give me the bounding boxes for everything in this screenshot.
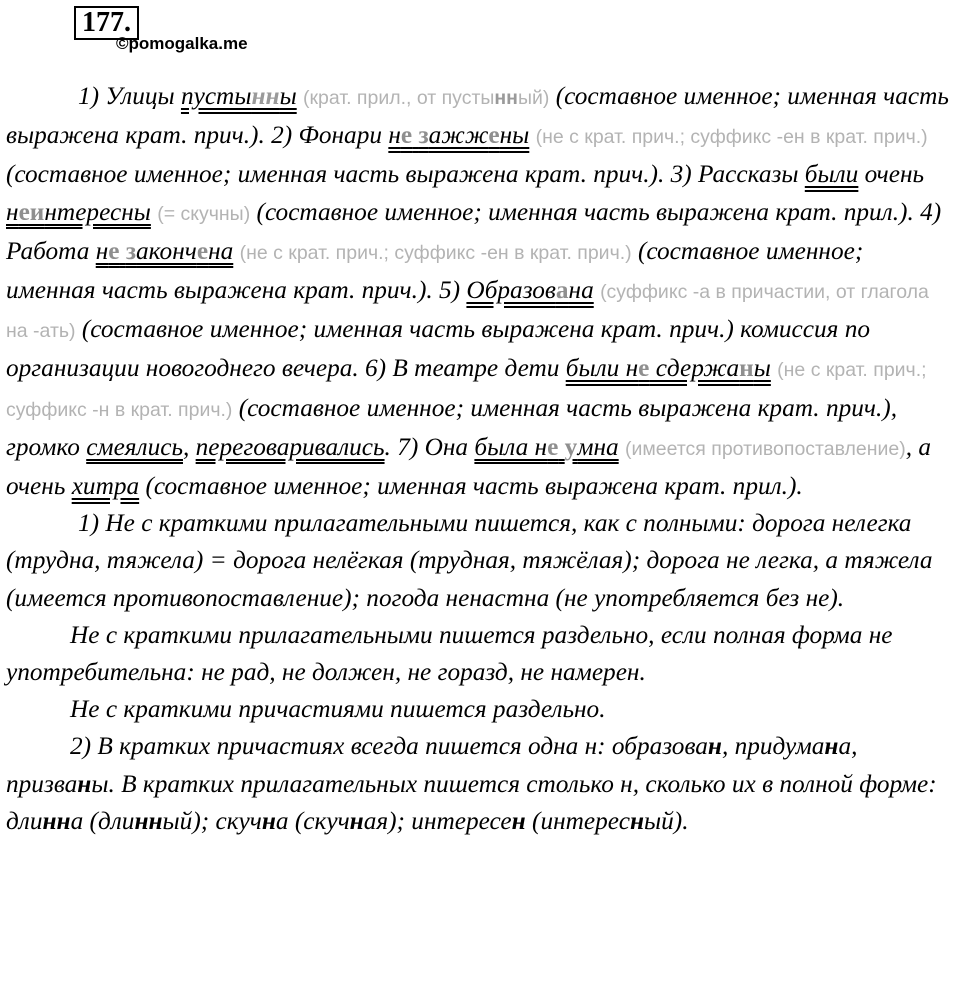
orthogram: нн xyxy=(251,82,280,110)
text-run: ы xyxy=(279,82,297,110)
predicate-5 xyxy=(466,276,593,304)
text-run: были н xyxy=(565,354,639,383)
text-run: , xyxy=(182,432,196,461)
text-run: (составное именное; именная часть выражена крат. прич.). 2) Фонари xyxy=(6,82,949,150)
predicate-2 xyxy=(388,121,529,149)
answer-paragraph xyxy=(6,78,954,505)
text-run: Образов xyxy=(466,276,556,305)
note-5: (суффикс -а в причастии, от глагола на -ать) xyxy=(6,281,929,343)
text-run: 2) В кратких причастиях всегда пишется одна н: образова xyxy=(70,732,708,761)
text-run: н xyxy=(6,197,19,226)
bold-letter: нн xyxy=(42,806,71,835)
note-1 xyxy=(303,87,549,109)
rule-paragraph-1: 1) Не с краткими прилагательными пишется, как с полными: дорога нелегка (трудна, тяжела) = дорога нелёгкая (трудная, тяжёлая); дорога не легка, а тяжела (имеется противопоставление); погода ненастна (не употребляется без не). xyxy=(6,509,933,612)
text-run: ый) xyxy=(517,87,550,109)
predicate-7b: переговаривались xyxy=(195,432,385,461)
orthogram: у xyxy=(564,432,578,461)
text-run: ы xyxy=(753,354,771,383)
rule-paragraph-2: Не с краткими прилагательными пишется раздельно, если полная форма не употребительна: не рад, не должен, не горазд, не намерен. xyxy=(6,620,893,687)
note-2: (не с крат. прич.; суффикс -ен в крат. прич.) xyxy=(535,126,928,149)
predicate-3 xyxy=(6,198,151,226)
note-4: (не с крат. прич.; суффикс -ен в крат. прич.) xyxy=(239,241,632,264)
predicate-6 xyxy=(566,354,771,382)
text-run: нтересны xyxy=(44,197,151,226)
text-run: . 7) Она xyxy=(384,432,475,461)
rule-paragraph-3: Не с краткими причастиями пишется раздельно. xyxy=(70,695,606,724)
text-run: очень xyxy=(858,160,925,189)
text-run: (составное именное; именная часть выражена крат. прил.). xyxy=(139,472,803,501)
orthogram: з xyxy=(418,121,429,150)
bold-letter: н xyxy=(261,806,276,835)
text-run: (составное именное; именная часть выражена крат. прич.). 3) Рассказы xyxy=(6,160,805,189)
orthogram: еи xyxy=(18,197,45,226)
text-run: (составное именное; именная часть выражена крат. прич.). 5) xyxy=(6,236,864,305)
text-run: пусты xyxy=(180,82,252,110)
note-6: (не с крат. прич.; суффикс -н в крат. прич.) xyxy=(6,359,927,421)
exercise-number: 177. xyxy=(74,6,139,40)
text-run: а (скуч xyxy=(275,806,350,835)
orthogram: е xyxy=(638,354,650,383)
bold-letter: н xyxy=(824,732,839,761)
text-run: (составное именное; именная часть выражена крат. прич.) комиссия по организации новогоднего вечера. 6) В театре дети xyxy=(6,315,870,383)
text-run: , а очень xyxy=(6,432,932,501)
text-run: н xyxy=(388,121,401,150)
predicate-3-verb: были xyxy=(804,160,859,189)
predicate-7a: смеялись xyxy=(86,432,183,461)
text-run: на xyxy=(568,276,594,305)
orthogram: е xyxy=(400,121,413,150)
orthogram: е xyxy=(488,121,500,150)
bold-letter: н xyxy=(349,806,364,835)
text-run: (крат. прил., от пусты xyxy=(303,87,495,109)
orthogram: з xyxy=(125,236,137,265)
text-run: 1) Улицы xyxy=(78,82,181,110)
text-run: (составное именное; именная часть выражена крат. прич.), громко xyxy=(6,393,898,461)
orthogram: а xyxy=(555,276,569,305)
rule-paragraph-4 xyxy=(6,728,954,840)
note-3: (= скучны) xyxy=(157,202,251,225)
text-run: а, призва xyxy=(6,732,858,798)
text-run: ый). xyxy=(643,806,689,835)
text-run: ая); интересе xyxy=(363,806,512,835)
bold-letter: н xyxy=(511,806,526,835)
predicate-4 xyxy=(96,237,234,265)
bold-letter: н xyxy=(77,769,92,798)
text-run: ы. В кратких прилагательных пишется столько н, сколько их в полной форме: дли xyxy=(6,769,937,835)
bold-letter: н xyxy=(707,732,722,761)
orthogram: е xyxy=(196,236,209,265)
bold-letter: н xyxy=(629,806,644,835)
text-run: ны xyxy=(499,121,530,150)
text-run: ый); скуч xyxy=(162,806,262,835)
text-run: сдержа xyxy=(649,354,740,383)
orthogram: е xyxy=(547,432,559,461)
site-watermark: ©pomogalka.me xyxy=(116,34,248,53)
text-run: мна xyxy=(577,432,619,461)
text-run: , придума xyxy=(721,732,825,761)
predicate-1 xyxy=(181,82,297,110)
text-run: а (дли xyxy=(70,806,135,835)
orthogram: н xyxy=(739,354,754,383)
orthogram: нн xyxy=(494,87,518,109)
orthogram: е xyxy=(108,236,120,265)
text-run: ажж xyxy=(428,121,489,150)
text-run: аконч xyxy=(136,236,197,265)
note-8: (имеется противопоставление) xyxy=(625,437,906,460)
text-run: на xyxy=(208,236,234,265)
bold-letter: нн xyxy=(134,806,163,835)
predicate-9: хитра xyxy=(71,472,140,501)
text-run: была н xyxy=(474,432,548,461)
text-run: (составное именное; именная часть выражена крат. прил.). 4) Работа xyxy=(6,197,942,265)
exercise-answer xyxy=(6,78,954,840)
text-run: н xyxy=(95,236,109,265)
text-run: (интерес xyxy=(525,806,630,835)
predicate-8 xyxy=(474,433,618,461)
